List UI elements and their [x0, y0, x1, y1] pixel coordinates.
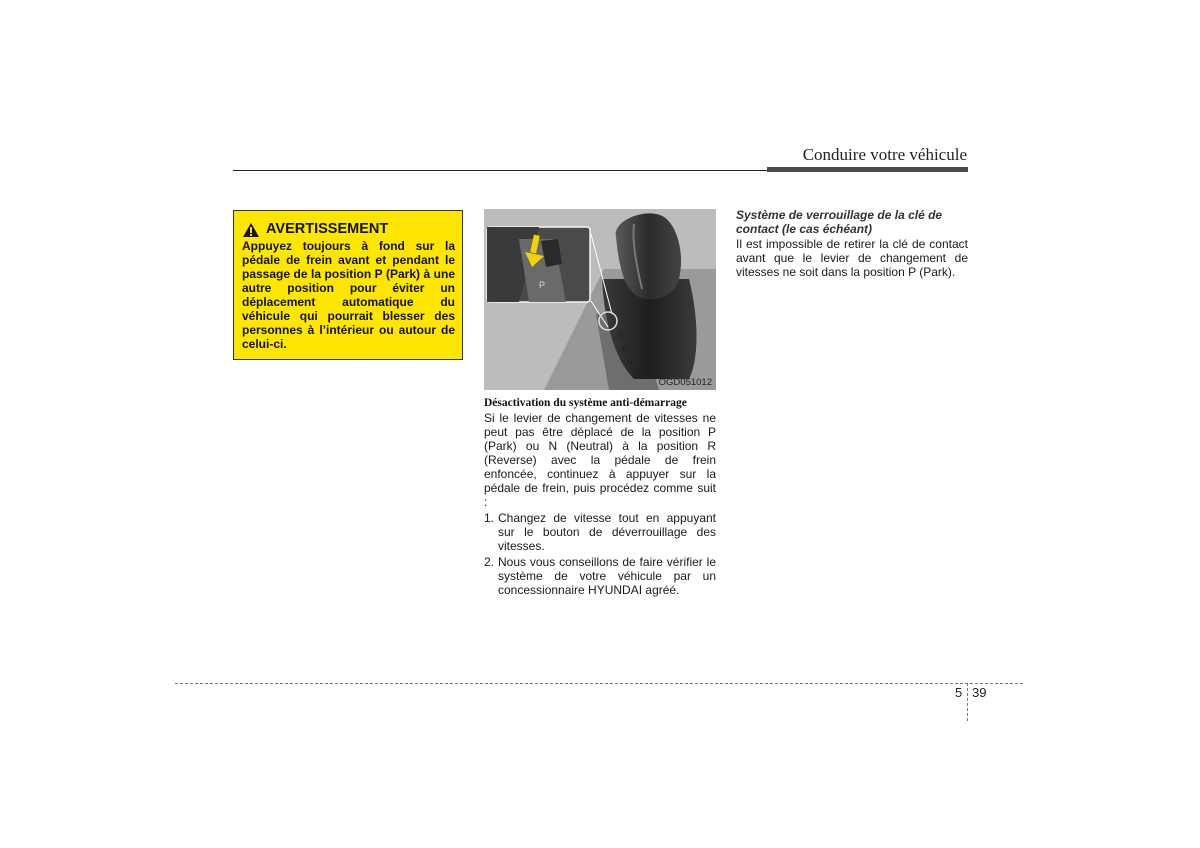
step-item — [484, 511, 716, 553]
step-number: 2. — [484, 555, 495, 569]
gear-label-n: N — [627, 358, 633, 367]
warning-triangle-icon — [242, 222, 260, 238]
step-number: 1. — [484, 511, 495, 525]
header-rule-accent — [767, 167, 968, 172]
section-title: Conduire votre véhicule — [802, 145, 967, 164]
inset-gear-label: P — [539, 280, 546, 290]
immobilizer-section — [484, 396, 716, 599]
steps-list — [484, 511, 716, 597]
warning-text: Appuyez toujours à fond sur la pédale de frein avant et pendant le passage de la position P (Park) à une autre position pour éviter un déplacement automatique du véhicule qui pourrait blesser des personnes à l’intérieur ou autour de celui-ci. — [242, 239, 455, 351]
immobilizer-intro: Si le levier de changement de vitesses ne peut pas être déplacé de la position P (Park) ou N (Neutral) à la position R (Reverse) avec la pédale de frein enfoncée, continuez à appuyer sur la pédale de frein, puis procédez comme suit : — [484, 411, 716, 509]
key-lock-section — [736, 208, 968, 279]
key-lock-title: Système de verrouillage de la clé de contact (le cas échéant) — [736, 208, 943, 236]
gear-label-d: D — [632, 371, 638, 380]
figure-code: OGD051012 — [658, 377, 712, 388]
gear-label-p: P — [617, 332, 623, 341]
chapter-number: 5 — [955, 685, 963, 700]
warning-title: AVERTISSEMENT — [266, 221, 389, 237]
step-text: Changez de vitesse tout en appuyant sur le bouton de déverrouillage des vitesses. — [498, 511, 716, 553]
page-number: 39 — [972, 685, 987, 700]
footer-divider — [967, 683, 968, 721]
gear-label-r: R — [622, 345, 628, 354]
step-text: Nous vous conseillons de faire vérifier le système de votre véhicule par un concessionnaire HYUNDAI agréé. — [498, 555, 716, 597]
header-rule — [233, 170, 767, 171]
gear-shift-illustration — [484, 209, 716, 390]
warning-heading — [242, 221, 455, 238]
key-lock-text: Il est impossible de retirer la clé de contact avant que le levier de changement de vitesses ne soit dans la position P (Park). — [736, 237, 968, 279]
footer-rule — [175, 683, 1023, 684]
immobilizer-title: Désactivation du système anti-démarrage — [484, 397, 687, 409]
step-item — [484, 555, 716, 597]
gear-shift-figure — [484, 209, 716, 390]
warning-box — [233, 210, 463, 360]
